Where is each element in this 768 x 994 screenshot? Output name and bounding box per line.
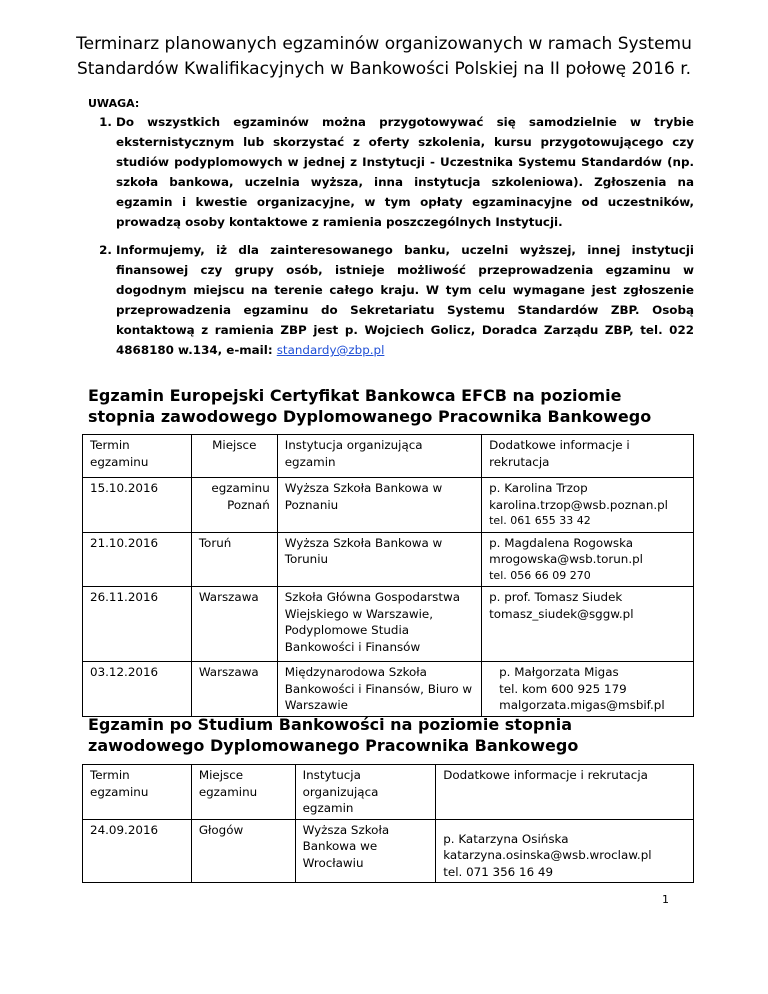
title-line-2: Standardów Kwalifikacyjnych w Bankowości Polskiej na II połowę 2016 r. — [76, 59, 692, 79]
section-2-heading: Egzamin po Studium Bankowości na poziomie stopnia zawodowego Dyplomowanego Pracownika Bankowego — [88, 715, 579, 755]
contact-phone: tel. kom 600 925 179 — [499, 681, 627, 696]
header-miejsce-label: Miejsce — [212, 438, 257, 452]
contact-email: malgorzata.migas@msbif.pl — [499, 698, 665, 712]
cell-date: 24.09.2016 — [83, 819, 192, 883]
cell-info — [436, 819, 694, 883]
cell-institution: Wyższa Szkoła Bankowa w Poznaniu — [277, 478, 481, 533]
contact-email: mrogowska@wsb.torun.pl — [489, 552, 643, 566]
cell-info — [482, 532, 694, 587]
cell-info — [482, 662, 694, 717]
cell-place: Głogów — [191, 819, 295, 883]
header-miejsce-label-2: egzaminu — [211, 481, 270, 495]
header-instytucja: Instytucja organizująca egzamin — [277, 435, 481, 478]
notice-item-2 — [116, 241, 694, 360]
contact-email: karolina.trzop@wsb.poznan.pl — [489, 497, 668, 512]
email-link[interactable]: standardy@zbp.pl — [276, 342, 385, 357]
contact-name: p. prof. Tomasz Siudek — [489, 590, 623, 604]
cell-date: 26.11.2016 — [83, 587, 192, 662]
title-line-1: Terminarz planowanych egzaminów organizowanych w ramach Systemu — [76, 34, 692, 54]
cell-institution: Międzynarodowa Szkoła Bankowości i Finansów, Biuro w Warszawie — [277, 662, 481, 717]
contact-phone: tel. 071 356 16 49 — [443, 864, 554, 879]
exam-table-studium — [82, 764, 694, 883]
header-termin: Termin egzaminu — [83, 435, 192, 478]
contact-email: katarzyna.osinska@wsb.wroclaw.pl — [443, 848, 652, 862]
cell-place: Toruń — [191, 532, 277, 587]
cell-institution: Wyższa Szkoła Bankowa we Wrocławiu — [295, 819, 436, 883]
cell-date: 03.12.2016 — [83, 662, 192, 717]
header-miejsce: Miejsce egzaminu — [191, 765, 295, 820]
cell-institution: Wyższa Szkoła Bankowa w Toruniu — [277, 532, 481, 587]
page-number: 1 — [662, 893, 669, 906]
section-1-heading: Egzamin Europejski Certyfikat Bankowca EFCB na poziomie stopnia zawodowego Dyplomowanego Pracownika Bankowego — [88, 386, 652, 426]
cell-date: 15.10.2016 — [83, 478, 192, 533]
notice-heading: UWAGA: — [88, 97, 140, 110]
table-row — [83, 532, 694, 587]
cell-info — [482, 478, 694, 533]
contact-email: tomasz_siudek@sggw.pl — [489, 606, 634, 621]
table-row — [83, 478, 694, 533]
table-row — [83, 662, 694, 717]
contact-name: p. Małgorzata Migas — [499, 665, 619, 679]
table-header-row — [83, 765, 694, 820]
cell-institution: Szkoła Główna Gospodarstwa Wiejskiego w Warszawie, Podyplomowe Studia Bankowości i Finansów — [277, 587, 481, 662]
contact-phone: tel. 061 655 33 42 — [489, 514, 591, 527]
exam-table-efcb — [82, 434, 694, 717]
contact-name: p. Magdalena Rogowska — [489, 535, 634, 550]
table-row — [83, 587, 694, 662]
header-info: Dodatkowe informacje i rekrutacja — [482, 435, 694, 478]
notice-list — [88, 113, 694, 361]
cell-place-value: Poznań — [227, 497, 270, 512]
cell-date: 21.10.2016 — [83, 532, 192, 587]
cell-info — [482, 587, 694, 662]
table-row — [83, 819, 694, 883]
header-miejsce — [191, 435, 277, 478]
header-termin: Termin egzaminu — [83, 765, 192, 820]
table-header-row — [83, 435, 694, 478]
notice-item-1-text: Do wszystkich egzaminów można przygotowywać się samodzielnie w trybie eksternistycznym lub skorzystać z oferty szkolenia, kursu przygotowującego czy studiów podyplomowych w jednej z Instytucji - Uczestnika Systemu Standardów (np. szkoła bankowa, uczelnia wyższa, inna instytucja szkoleniowa). Zgłoszenia na egzamin i kwestie organizacyjne, w tym opłaty egzaminacyjne od uczestników, prowadzą osoby kontaktowe z ramienia poszczególnych Instytucji. — [116, 115, 694, 229]
notice-item-2-text: Informujemy, iż dla zainteresowanego banku, uczelni wyższej, innej instytucji finansowej czy grupy osób, istnieje możliwość przeprowadzenia egzaminu w dogodnym miejscu na terenie całego kraju. W tym celu wymagane jest zgłoszenie przeprowadzenia egzaminu do Sekretariatu Systemu Standardów ZBP. Osobą kontaktową z ramienia ZBP jest p. Wojciech Golicz, Doradca Zarządu ZBP, tel. 022 4868180 w.134, e-mail: — [116, 243, 694, 357]
header-instytucja: Instytucja organizująca egzamin — [295, 765, 436, 820]
contact-phone: tel. 056 66 09 270 — [489, 568, 591, 582]
cell-place: Warszawa — [191, 587, 277, 662]
page-title — [60, 32, 708, 82]
cell-place: Warszawa — [191, 662, 277, 717]
notice-item-1 — [116, 113, 694, 232]
contact-name: p. Katarzyna Osińska — [443, 831, 569, 846]
header-info: Dodatkowe informacje i rekrutacja — [436, 765, 694, 820]
cell-place — [191, 478, 277, 533]
contact-name: p. Karolina Trzop — [489, 481, 588, 495]
